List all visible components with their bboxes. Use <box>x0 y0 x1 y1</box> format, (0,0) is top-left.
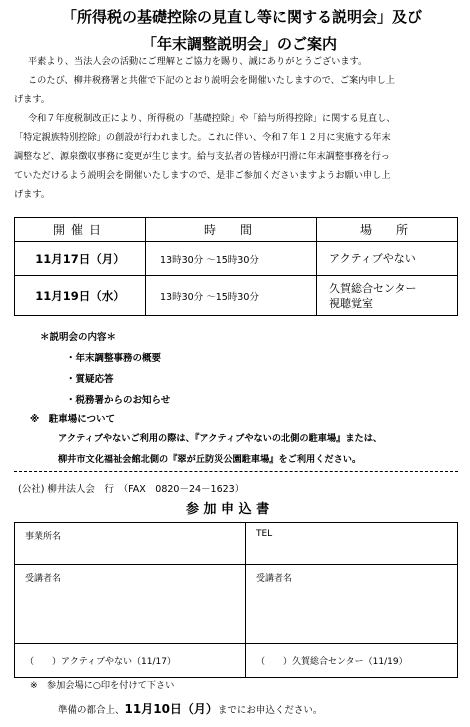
intro-p3-line1: 令和７年度税制改正により、所得税の「基礎控除」や「給与所得控除」に関する見直し、 <box>28 113 396 124</box>
contents-item: ・年末調整事務の概要 <box>66 353 162 364</box>
contents-heading: ＊説明会の内容＊ <box>40 332 117 343</box>
header-time: 時 間 <box>146 218 317 242</box>
attendee-2-label: 受講者名 <box>256 574 293 584</box>
schedule-date: 11月17日（月） <box>15 242 146 276</box>
intro-p2-line1: このたび、柳井税務署と共催で下記のとおり説明会を開催いたしますので、ご案内申し上 <box>28 75 395 86</box>
application-form <box>14 522 458 678</box>
schedule-place <box>317 276 458 316</box>
intro-p2-line2: げます。 <box>14 94 51 105</box>
parking-heading: ※ 駐車場について <box>30 414 116 425</box>
venue-option-1[interactable] <box>15 644 246 678</box>
intro-p3-line5: げます。 <box>14 189 51 200</box>
tel-label: TEL <box>256 529 273 539</box>
venue-option-2[interactable] <box>246 644 458 678</box>
schedule-header-row <box>15 218 458 242</box>
schedule-date: 11月19日（水） <box>15 276 146 316</box>
attendee-2-field[interactable] <box>246 565 458 644</box>
schedule-row <box>15 276 458 316</box>
parking-line-2: 柳井市文化福祉会館北側の『翠が丘防災公園駐車場』をご利用ください。 <box>58 454 362 465</box>
attendee-1-label: 受講者名 <box>25 574 62 584</box>
tel-field[interactable] <box>246 523 458 565</box>
intro-p3-line4: ていただけるよう説明会を開催いたしますので、是非ご参加くださいますようお願い申し上 <box>14 170 391 181</box>
form-row-company <box>15 523 458 565</box>
deadline-prefix: 準備の都合上、 <box>58 705 125 716</box>
schedule-row <box>15 242 458 276</box>
contents-item: ・税務署からのお知らせ <box>66 395 171 406</box>
title-line-2: 「年末調整説明会」のご案内 <box>142 35 338 53</box>
header-place: 場 所 <box>317 218 458 242</box>
intro-p3-line3: 調整など、源泉徴収事務に変更が生じます。給与支払者の皆様が円滑に年末調整事務を行っ <box>14 151 390 162</box>
intro-greeting: 平素より、当法人会の活動にご理解とご協力を賜り、誠にありがとうございます。 <box>28 56 368 67</box>
company-field[interactable] <box>15 523 246 565</box>
schedule-place-room: 視聴覚室 <box>329 296 373 310</box>
schedule-place <box>317 242 458 276</box>
attendee-1-field[interactable] <box>15 565 246 644</box>
parking-line-1: アクティブやないご利用の際は、『アクティブやないの北側の駐車場』または、 <box>58 433 383 444</box>
schedule-table <box>14 217 458 316</box>
deadline-date: 11月10日（月） <box>124 702 218 716</box>
schedule-time: 13時30分 ～15時30分 <box>146 276 317 316</box>
fax-destination: (公社) 柳井法人会 行 （FAX 0820－24－1623） <box>18 484 245 495</box>
venue-option-1-label: （ ）アクティブやない（11/17） <box>25 657 176 667</box>
schedule-time: 13時30分 ～15時30分 <box>146 242 317 276</box>
circle-note: ※ 参加会場に○印を付けて下さい <box>30 680 175 691</box>
cut-line <box>14 471 458 472</box>
schedule-place-name: アクティブやない <box>329 252 416 265</box>
contents-item: ・質疑応答 <box>66 374 114 385</box>
intro-p3-line2: 「特定親族特別控除」の創設が行われました。これに伴い、令和７年１２月に実施する年末 <box>14 132 391 143</box>
header-date: 開催日 <box>15 218 146 242</box>
deadline-suffix: までにお申込ください。 <box>217 705 323 716</box>
form-title: 参 加 申 込 書 <box>186 502 270 517</box>
title-line-1: 「所得税の基礎控除の見直し等に関する説明会」及び <box>62 8 423 26</box>
form-row-venue <box>15 644 458 678</box>
company-label: 事業所名 <box>25 532 62 542</box>
form-row-attendees <box>15 565 458 644</box>
venue-option-2-label: （ ）久賀総合センター（11/19） <box>256 657 408 667</box>
deadline-note <box>58 700 322 717</box>
schedule-place-name: 久賀総合センター <box>329 281 417 295</box>
